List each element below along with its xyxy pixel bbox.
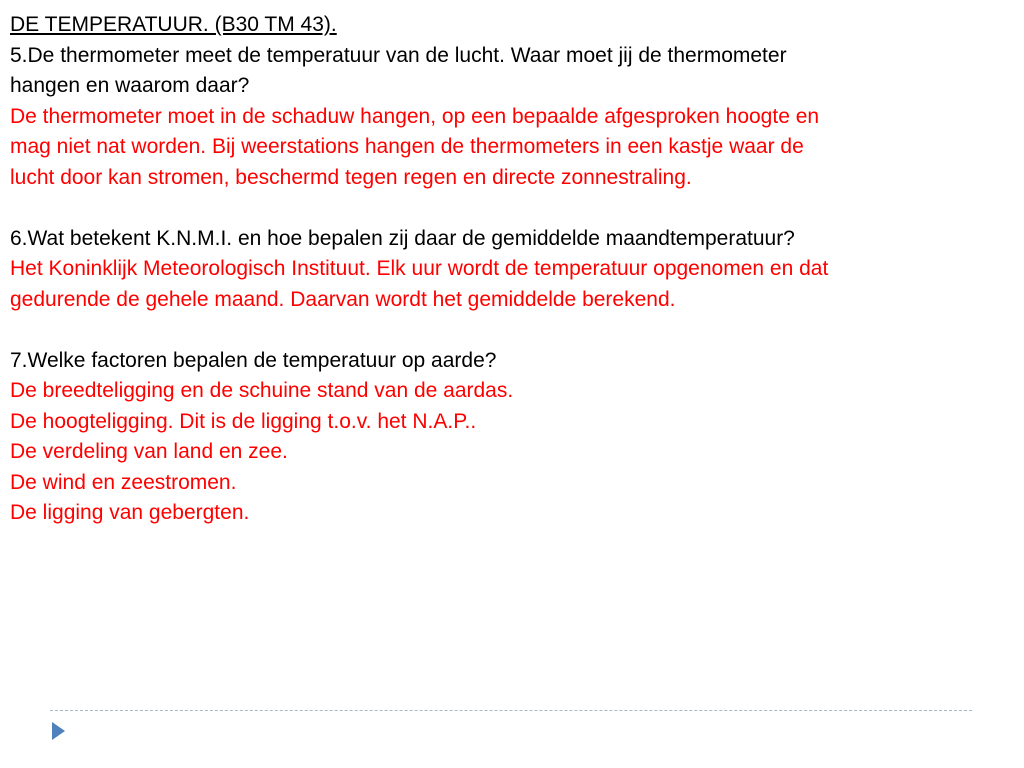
answer-5-line-1: De thermometer moet in de schaduw hangen, op een bepaalde afgesproken hoogte en	[10, 104, 820, 128]
question-5-line-1: 5.De thermometer meet de temperatuur van de lucht. Waar moet jij de thermometer	[10, 43, 787, 67]
question-7-block	[10, 346, 1020, 529]
answer-7-line-3: De verdeling van land en zee.	[10, 440, 288, 463]
question-5-block	[10, 41, 1020, 194]
question-6-line-1: 6.Wat betekent K.N.M.I. en hoe bepalen zij daar de gemiddelde maandtemperatuur?	[10, 226, 795, 250]
spacer	[10, 315, 1020, 346]
slide-content	[10, 10, 1020, 529]
answer-6-line-2: gedurende de gehele maand. Daarvan wordt het gemiddelde berekend.	[10, 287, 676, 311]
play-arrow-icon[interactable]	[52, 722, 65, 740]
answer-7-line-1: De breedteligging en de schuine stand van de aardas.	[10, 379, 514, 402]
answer-7-line-4: De wind en zeestromen.	[10, 470, 237, 494]
question-6-block	[10, 224, 1020, 316]
answer-5-line-3: lucht door kan stromen, beschermd tegen regen en directe zonnestraling.	[10, 165, 692, 189]
spacer	[10, 193, 1020, 224]
question-7-line-1: 7.Welke factoren bepalen de temperatuur op aarde?	[10, 348, 497, 372]
answer-5-line-2: mag niet nat worden. Bij weerstations hangen de thermometers in een kastje waar de	[10, 135, 804, 158]
footer-divider	[50, 710, 972, 711]
answer-7-line-2: De hoogteligging. Dit is de ligging t.o.v. het N.A.P..	[10, 409, 477, 433]
answer-6-line-1: Het Koninklijk Meteorologisch Instituut. Elk uur wordt de temperatuur opgenomen en dat	[10, 257, 829, 280]
slide-title: DE TEMPERATUUR. (B30 TM 43).	[10, 13, 337, 36]
question-5-line-2: hangen en waarom daar?	[10, 74, 250, 97]
answer-7-line-5: De ligging van gebergten.	[10, 501, 250, 524]
